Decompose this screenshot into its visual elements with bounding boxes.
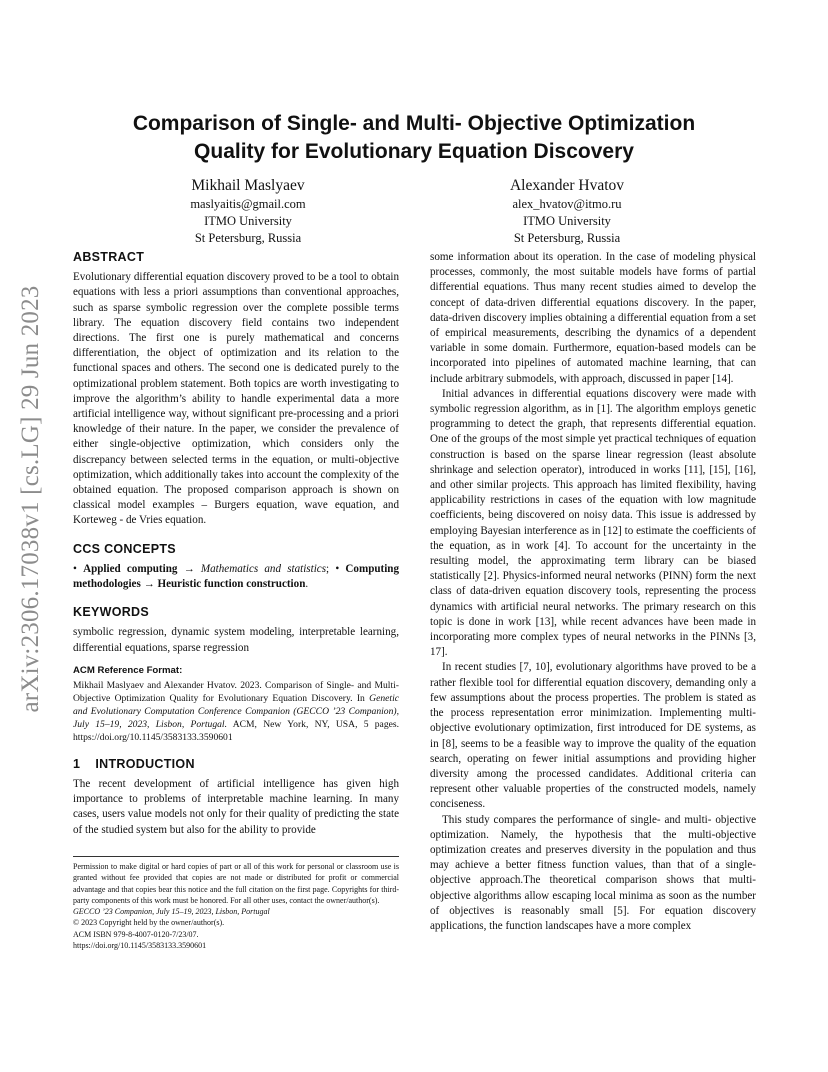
intro-paragraph-3: Initial advances in differential equations discovery were made with symbolic regression algorithm, as in [1]. The algorithm employs genetic programming to detect the graph, that represents differential equation. One of the groups of the most simple yet practical techniques of equation construction is based on the sparse linear regression (least absolute shrinkage and selection operator), introduced in works [11], [15], [16], and other similar projects. This approach has limited flexibility, having applicability restrictions in cases of the equation with low magnitude coefficients, being discovered on noisy data. This issue is addressed by employing Bayesian interference as in [12] to estimate the coefficients of the equation, as in work [4]. To account for the uncertainty in the resulting model, the approximating term library can be biased statistically [2]. Physics-informed neural networks (PINN) form the next class of data-driven equation discovery tools, representing the process dynamics with artificial neural networks. The primary research on this topic is done in work [13], while recent advances have been made in incorporating more complex types of neural networks in the PINNs [3, 17]. [430, 387, 756, 659]
permission-text: Permission to make digital or hard copies of part or all of this work for personal or classroom use is granted without fee provided that copies are not made or distributed for profit or commercial advantage and that copies bear this notice and the full citation on the first page. Copyrights for third-party components of this work must be honored. For all other uses, contact the owner/author(s). [73, 862, 399, 905]
title-line-2: Quality for Evolutionary Equation Discovery [194, 140, 634, 163]
doi-link[interactable]: https://doi.org/10.1145/3583133.3590601 [73, 941, 207, 951]
isbn-text: ACM ISBN 979-8-4007-0120-7/23/07. [73, 929, 199, 939]
acm-reference-text: Mikhail Maslyaev and Alexander Hvatov. 2023. Comparison of Single- and Multi- Objective Optimization Quality for Evolutionary Equation Discovery. In Genetic and Evolutionary Computation Conference Companion (GECCO ’23 Companion), July 15–19, 2023, Lisbon, Portugal. ACM, New York, NY, USA, 5 pages. https://doi.org/10.1145/3583133.3590601 [73, 679, 400, 743]
acm-reference-heading: ACM Reference Format: [73, 664, 183, 676]
author-block-1 [118, 176, 378, 247]
author-affiliation: ITMO University [523, 214, 611, 228]
bullet: • [73, 562, 77, 575]
author-location: St Petersburg, Russia [194, 231, 302, 245]
author-name: Mikhail Maslyaev [191, 177, 305, 194]
left-column [73, 250, 399, 838]
venue-text: GECCO ’23 Companion, July 15–19, 2023, Lisbon, Portugal [73, 907, 270, 917]
right-column [430, 250, 756, 934]
title-line-1: Comparison of Single- and Multi- Objective Optimization [132, 112, 696, 135]
period: . [305, 578, 309, 591]
arrow: → [143, 578, 155, 591]
intro-paragraph-2: some information about its operation. In the case of modeling physical processes, commonly, the most suitable models have forms of partial differential equations. Thus many recent studies aimed to develop the concept of data-driven differential equations discovery. In the paper, data-driven discovery implies obtaining a differential equation from a set of empirical measurements, describing the dynamics of a dependent variable in some domain. Furthermore, equation-based models can be incorporated into pipelines of automated machine learning, that can include arbitrary submodels, with approach, discussed in paper [14]. [430, 251, 756, 385]
author-block-2 [437, 176, 697, 247]
ccs-heading: CCS CONCEPTS [73, 541, 176, 556]
ccs-term: Mathematics and statistics [200, 562, 327, 575]
abstract-heading: ABSTRACT [73, 250, 145, 264]
intro-heading: 1 INTRODUCTION [73, 756, 195, 771]
ccs-concepts [73, 562, 399, 592]
bullet: • [335, 562, 340, 575]
keywords-heading: KEYWORDS [73, 605, 150, 620]
ccs-term: Heuristic function construction [157, 578, 306, 591]
author-email: alex_hvatov@itmo.ru [512, 197, 622, 211]
ccs-term: Applied computing [83, 562, 178, 575]
arrow: → [183, 562, 195, 575]
author-name: Alexander Hvatov [509, 177, 625, 194]
keywords-text: symbolic regression, dynamic system modeling, interpretable learning, differential equations, sparse regression [73, 626, 399, 654]
intro-paragraph-5: This study compares the performance of single- and multi- objective optimization. Namely, the hypothesis that the multi-objective optimization creates and preserves diversity in the population and thus may achieve a better fitness function values, than that of a single-objective approach.The theoretical comparison shows that multi-objective algorithms allow escaping local minima as soon as the number of objectives is reasonably small [5]. For equation discovery applications, the function landscapes have a more complex [430, 813, 756, 932]
ccs-term: Computing methodologies [73, 562, 400, 591]
copyright-text: © 2023 Copyright held by the owner/author(s). [73, 918, 225, 928]
copyright-footnote [73, 856, 399, 951]
intro-paragraph-4: In recent studies [7, 10], evolutionary algorithms have proved to be a rather flexible tool for differential equation discovery, demanding only a few assumptions about the process properties. The problem is stated as the process representation error minimization. Implementing multi-objective evolutionary optimization, first introduced for DE systems, as in [8], seems to be a feasible way to improve the quality of the equation search, operating on fewer initial assumptions and providing higher diversity among the processed candidates. Additional criteria can represent other valuable properties of the constructed models, namely conciseness. [430, 661, 756, 811]
separator: ; [326, 562, 330, 575]
author-email: maslyaitis@gmail.com [190, 197, 306, 211]
arxiv-stamp [16, 262, 46, 737]
intro-paragraph-1: The recent development of artificial intelligence has given high importance to problems of interpretable machine learning. In many cases, users value models not only for their quality of predicting the state of the studied system but also for the ability to provide [73, 778, 399, 836]
paper-title [60, 110, 768, 166]
abstract-text: Evolutionary differential equation discovery proved to be a tool to obtain equations with less a priori assumptions than conventional approaches, such as sparse symbolic regression over the complete possible terms library. The equation discovery field contains two independent directions. The first one is purely mathematical and concerns differentiation, the object of optimization and its relation to the functional spaces and others. The second one is dedicated purely to the optimizational problem statement. Both topics are worth investigating to improve the algorithm’s ability to handle experimental data a more artificial intelligence way, without significant pre-processing and a priori knowledge of their nature. In the paper, we consider the prevalence of either single-objective optimization, which considers only the discrepancy between selected terms in the equation, or multi-objective optimization, which additionally takes into account the complexity of the obtained equation. The proposed comparison approach is shown on classical model examples – Burgers equation, wave equation, and Korteweg - de Vries equation. [73, 271, 399, 527]
acm-reference [73, 664, 399, 744]
author-location: St Petersburg, Russia [513, 231, 621, 245]
author-affiliation: ITMO University [204, 214, 292, 228]
arxiv-id: arXiv:2306.17038v1 [cs.LG] 29 Jun 2023 [17, 285, 44, 713]
